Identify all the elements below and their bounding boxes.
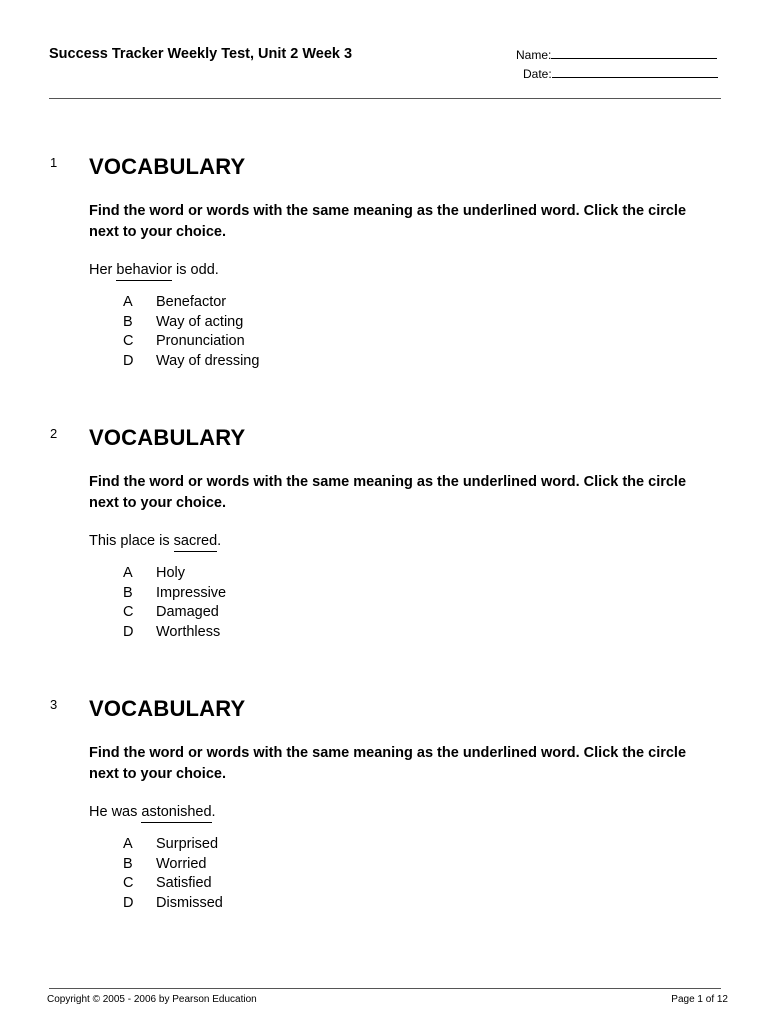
- question-instructions: Find the word or words with the same meaning as the underlined word. Click the circle next to your choice.: [89, 203, 687, 240]
- answer-option-b[interactable]: [123, 585, 226, 605]
- underlined-word: sacred: [174, 533, 218, 552]
- answer-option-d[interactable]: [123, 624, 226, 644]
- sentence-end: is odd.: [172, 262, 219, 278]
- option-letter: B: [123, 313, 133, 330]
- answer-options: [123, 565, 226, 644]
- name-label: Name:: [516, 48, 552, 62]
- option-text: Benefactor: [156, 294, 227, 310]
- question-3: [0, 692, 768, 942]
- answer-option-c[interactable]: [123, 875, 223, 895]
- answer-option-d[interactable]: [123, 895, 223, 915]
- option-text: Pronunciation: [156, 333, 245, 350]
- date-field[interactable]: [523, 66, 718, 81]
- option-letter: A: [123, 836, 133, 852]
- question-instructions: Find the word or words with the same meaning as the underlined word. Click the circle next to your choice.: [89, 474, 687, 511]
- sentence-start: This place is: [89, 533, 174, 549]
- answer-option-c[interactable]: [123, 333, 259, 353]
- option-letter: B: [123, 855, 133, 872]
- question-sentence: [89, 804, 216, 820]
- option-text: Worried: [156, 855, 207, 872]
- question-heading: VOCABULARY: [89, 425, 246, 450]
- answer-option-d[interactable]: [123, 353, 259, 373]
- option-letter: A: [123, 294, 133, 310]
- name-field[interactable]: [516, 47, 717, 62]
- question-sentence: [89, 262, 219, 278]
- page-header: [0, 0, 768, 110]
- answer-option-b[interactable]: [123, 856, 223, 876]
- underlined-word: astonished: [141, 804, 211, 823]
- option-text: Way of dressing: [156, 353, 260, 370]
- option-text: Impressive: [156, 584, 227, 601]
- option-letter: A: [123, 565, 133, 581]
- question-1: [0, 150, 768, 400]
- option-text: Damaged: [156, 604, 219, 621]
- header-divider: [49, 98, 721, 99]
- question-number: 1: [50, 155, 58, 170]
- footer-divider: [49, 988, 721, 989]
- copyright-notice: Copyright © 2005 - 2006 by Pearson Education: [47, 994, 257, 1005]
- question-instructions: Find the word or words with the same meaning as the underlined word. Click the circle next to your choice.: [89, 745, 687, 782]
- answer-options: [123, 836, 223, 915]
- option-text: Satisfied: [156, 875, 212, 892]
- question-heading: VOCABULARY: [89, 696, 246, 721]
- option-text: Worthless: [156, 624, 221, 641]
- option-letter: C: [123, 604, 134, 621]
- sentence-end: .: [211, 804, 216, 820]
- question-number: 2: [50, 426, 58, 441]
- sentence-start: Her: [89, 262, 117, 278]
- sentence-end: .: [217, 533, 222, 549]
- question-heading: VOCABULARY: [89, 154, 246, 179]
- question-2: [0, 421, 768, 671]
- sentence-start: He was: [89, 804, 142, 820]
- document-title: Success Tracker Weekly Test, Unit 2 Week 3: [49, 46, 353, 62]
- option-letter: D: [123, 624, 134, 641]
- underlined-word: behavior: [116, 262, 172, 281]
- option-letter: D: [123, 353, 134, 370]
- option-letter: C: [123, 333, 134, 350]
- answer-option-c[interactable]: [123, 604, 226, 624]
- page-indicator: Page 1 of 12: [671, 994, 728, 1005]
- option-letter: D: [123, 895, 134, 912]
- date-label: Date:: [523, 67, 552, 81]
- date-blank-line[interactable]: [552, 66, 718, 78]
- option-letter: B: [123, 584, 133, 601]
- question-sentence: [89, 533, 221, 549]
- answer-option-b[interactable]: [123, 314, 259, 334]
- question-number: 3: [50, 697, 58, 712]
- option-text: Surprised: [156, 836, 219, 852]
- answer-option-a[interactable]: [123, 836, 223, 856]
- option-letter: C: [123, 875, 134, 892]
- answer-options: [123, 294, 259, 373]
- name-blank-line[interactable]: [551, 47, 717, 59]
- option-text: Way of acting: [156, 313, 244, 330]
- option-text: Dismissed: [156, 895, 223, 912]
- answer-option-a[interactable]: [123, 294, 259, 314]
- answer-option-a[interactable]: [123, 565, 226, 585]
- option-text: Holy: [156, 565, 186, 581]
